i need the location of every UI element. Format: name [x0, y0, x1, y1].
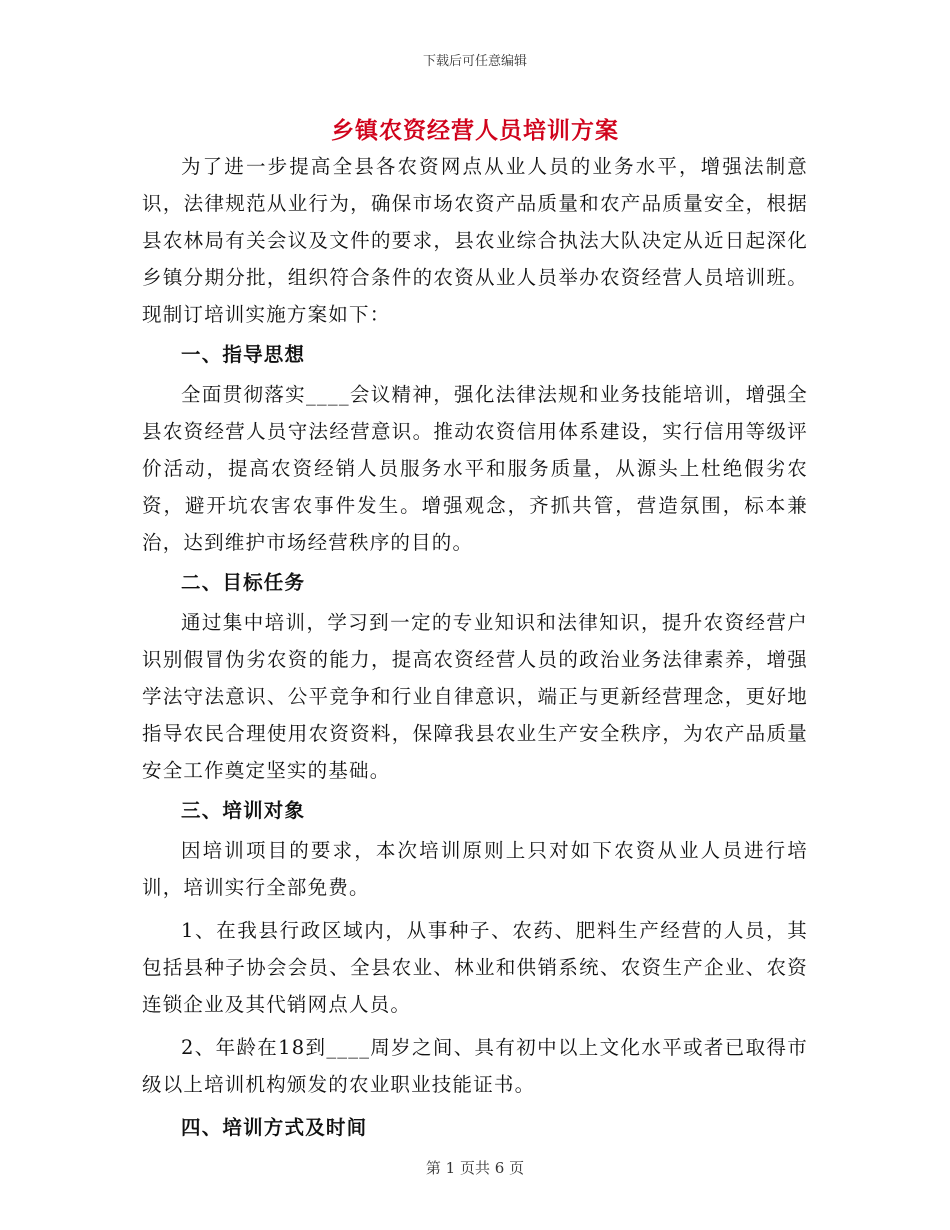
training-targets-item-1: 1、在我县行政区域内，从事种子、农药、肥料生产经营的人员，其包括县种子协会会员、全县农业、林业和供销系统、农资生产企业、农资连锁企业及其代销网点人员。	[142, 919, 808, 1016]
section-heading-training-method: 四、培训方式及时间	[181, 1116, 368, 1139]
section-heading-guiding-ideology: 一、指导思想	[181, 343, 306, 366]
training-targets-paragraph: 因培训项目的要求，本次培训原则上只对如下农资从业人员进行培训，培训实行全部免费。	[142, 839, 808, 899]
page-number: 第 1 页共 6 页	[425, 1159, 525, 1177]
objectives-paragraph: 通过集中培训，学习到一定的专业知识和法律知识，提升农资经营户识别假冒伪劣农资的能力，提高农资经营人员的政治业务法律素养，增强学法守法意识、公平竞争和行业自律意识，端正与更新经营理念，更好地指导农民合理使用农资资料，保障我县农业生产安全秩序，为农产品质量安全工作奠定坚实的基础。	[142, 611, 808, 782]
section-heading-objectives: 二、目标任务	[181, 571, 306, 594]
document-title: 乡镇农资经营人员培训方案	[331, 117, 619, 144]
header-note: 下载后可任意编辑	[422, 54, 527, 69]
document-body	[142, 148, 808, 1149]
training-targets-item-2: 2、年龄在18到____周岁之间、具有初中以上文化水平或者已取得市级以上培训机构颁发的农业职业技能证书。	[142, 1036, 808, 1096]
intro-paragraph: 为了进一步提高全县各农资网点从业人员的业务水平，增强法制意识，法律规范从业行为，确保市场农资产品质量和农产品质量安全，根据县农林局有关会议及文件的要求，县农业综合执法大队决定从近日起深化乡镇分期分批，组织符合条件的农资从业人员举办农资经营人员培训班。现制订培训实施方案如下：	[142, 155, 808, 326]
section-heading-training-targets: 三、培训对象	[181, 799, 306, 822]
guiding-ideology-paragraph: 全面贯彻落实____会议精神，强化法律法规和业务技能培训，增强全县农资经营人员守法经营意识。推动农资信用体系建设，实行信用等级评价活动，提高农资经销人员服务水平和服务质量，从源头上杜绝假劣农资，避开坑农害农事件发生。增强观念，齐抓共管，营造氛围，标本兼治，达到维护市场经营秩序的目的。	[142, 383, 808, 554]
